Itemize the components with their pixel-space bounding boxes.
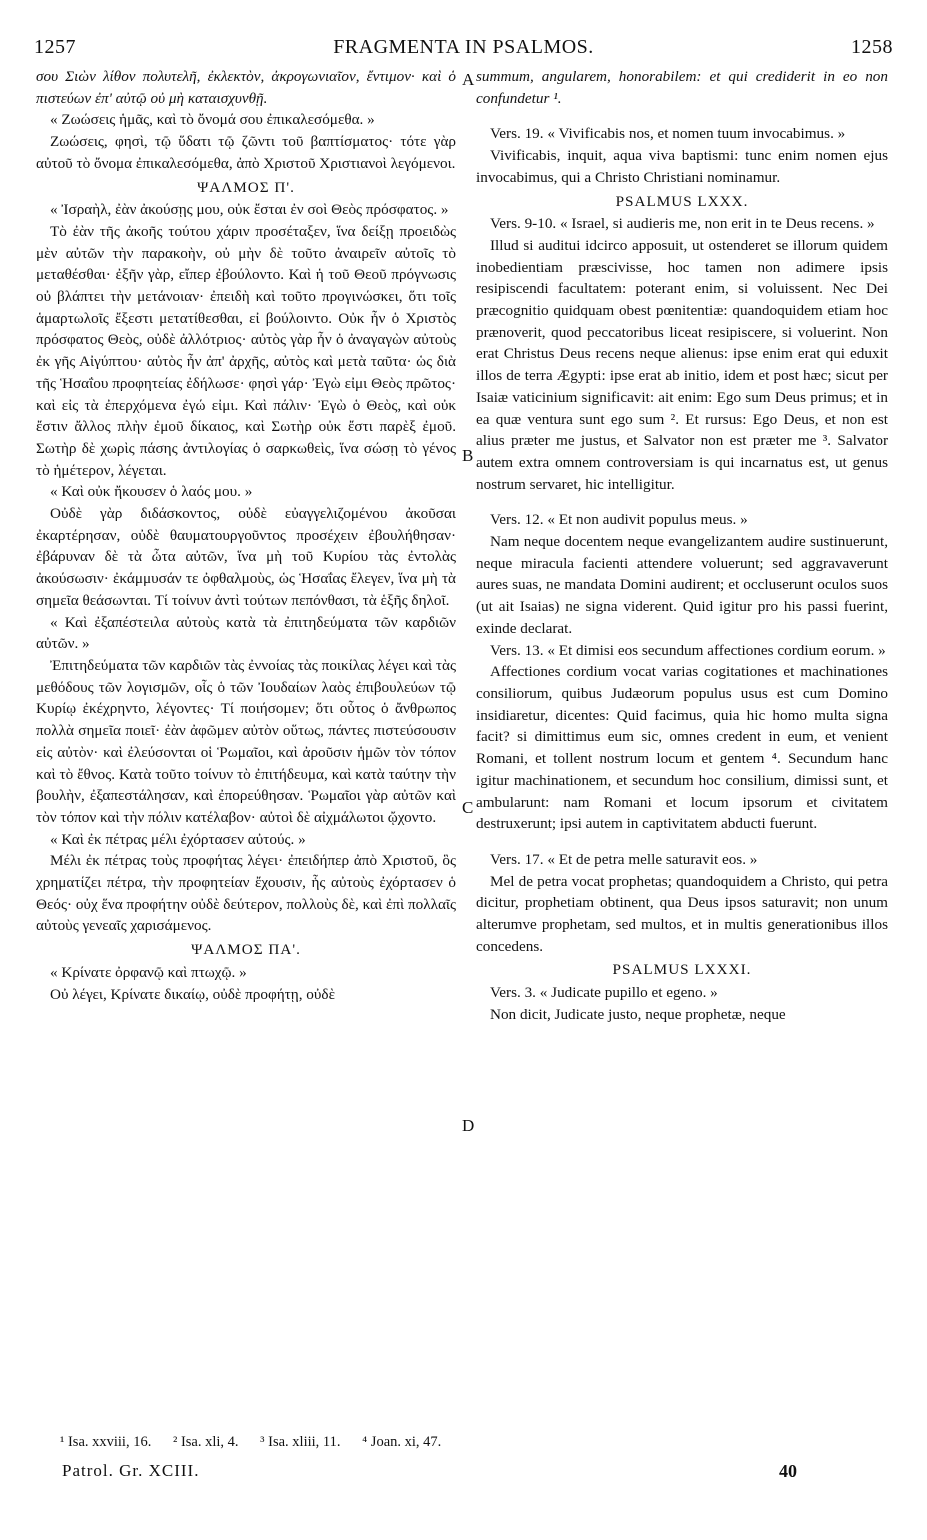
latin-paragraph: Vers. 17. « Et de petra melle saturavit eos. » [490, 850, 758, 868]
footnote: ¹ Isa. xxviii, 16. [60, 1434, 152, 1450]
page-header [34, 36, 893, 66]
latin-paragraph: Mel de petra vocat prophetas; quandoquidem a Christo, qui petra dicitur, prophetiam obtinent, qua Deus ipsos saturavit; non unum alterumve prophetam, sed multos, et in multis generationibus illos concedens. [476, 872, 888, 955]
footnote: ³ Isa. xliii, 11. [260, 1434, 341, 1450]
greek-paragraph: Οὐ λέγει, Κρίνατε δικαίῳ, οὐδὲ προφήτῃ, οὐδὲ [50, 985, 335, 1003]
psalm-heading: ΨΑΛΜΟΣ ΠΑ'. [191, 941, 301, 959]
footnotes [60, 1434, 459, 1451]
psalm-heading: ΨΑΛΜΟΣ Π'. [197, 178, 295, 196]
verse-quote: « Καὶ ἐκ πέτρας μέλι ἐχόρτασεν αὐτούς. » [50, 830, 306, 848]
paragraph-gap [476, 109, 888, 123]
paragraph-gap [476, 495, 888, 509]
margin-marker: A [462, 70, 475, 89]
latin-paragraph: Illud si auditui idcirco apposuit, ut ostenderet se illorum quidem inobedientiam præscivisse, hoc tamen non adimere ipsis resipiscendi facultatem: poterant enim, si voluissent. Nec Dei præcognitio quidquam obest pœnitentiæ: quandoquidem etiam hoc prænoverit, quod peccatoribus liceat resipiscere, si voluerint. Non erat Christus Deus recens neque alienus: ipse enim erat qui eduxit illos de terra Ægypti: ipse erat ab initio, idem et post hæc; sicut per Isaiæ vaticinium significavit: ait enim: Ego sum Deus primus; et in ea quæ ventura sunt ego sum ². Et rursus: Ego Deus, et non est alius præter me justus, et Salvator non est præter me ³. Salvator autem extra omnem controversiam is qui incarnatus est, ut genus nostrum servaret, hic intelligitur. [476, 236, 888, 493]
paragraph-gap [476, 835, 888, 849]
latin-paragraph: summum, angularem, honorabilem: et qui crediderit in eo non confundetur ¹. [476, 68, 888, 107]
psalm-heading: PSALMUS LXXX. [615, 192, 749, 210]
psalm-heading: PSALMUS LXXXI. [612, 961, 752, 979]
greek-paragraph: Ζωώσεις, φησὶ, τῷ ὕδατι τῷ ζῶντι τοῦ βαπτίσματος· τότε γὰρ αὐτοῦ τὸ ὄνομα ἐπικαλεσόμεθα, ἀπὸ Χριστοῦ Χριστιανοὶ λεγόμενοι. [36, 133, 456, 172]
latin-paragraph: Nam neque docentem neque evangelizantem audire sustinuerunt, neque miracula facienti attendere voluerunt; sed aggravaverunt aures suas, ne mandata Domini audirent; et occluserunt oculos suos (ut ait Isaias) ne signa viderent. Quid igitur pro his passi fuerint, exinde declarat. [476, 533, 888, 637]
greek-paragraph: Τὸ ἐὰν τῆς ἀκοῆς τούτου χάριν προσέταξεν, ἵνα δείξῃ προειδὼς μὲν αὐτῶν τὴν παρακοὴν, οὐ μὴν δὲ τοῦτο ἀναιρεῖν αὐτοῖς τὸ μεταθέσθαι· ἐξῆν γὰρ, εἴπερ ἐβούλοντο. Καὶ ἡ τοῦ Θεοῦ πρόγνωσις οὐ βλάπτει τὴν μετάνοιαν· ἐπειδὴ καὶ τοῦτο προγινώσκει, ὅτι τοῖς ἁμαρτωλοῖς ἔξεστι μετατίθεσθαι, εἰ βούλοιντο. Οὐκ ἦν ὁ Χριστὸς πρόσφατος Θεὸς, οὐδὲ ἀλλότριος· αὐτὸς γὰρ ἦν ὁ ἀναγαγὼν αὐτοὺς ἐκ γῆς Αἰγύπτου· αὐτὸς ἦν ἀπ' ἀρχῆς, αὐτὸς καὶ μετὰ ταῦτα· ὡς διὰ τῆς Ἡσαΐου προφητείας ἐδήλωσε· φησὶ γάρ· Ἐγὼ εἰμι Θεὸς πρῶτος· καὶ εἰς τὰ ἐπερχόμενα ἐγώ εἰμι. Καὶ πάλιν· Ἐγὼ ὁ Θεὸς, καὶ οὐκ ἔστιν ἄλλος πλὴν ἐμοῦ δίκαιος, καὶ Σωτὴρ οὐκ ἔστι παρὲξ ἐμοῦ. Σωτὴρ δὲ χωρὶς πάσης ἀντιλογίας ὁ σαρκωθεὶς, ἵνα σώσῃ τὸ γένος τὸ ἡμέτερον, λέγεται. [36, 222, 456, 479]
verse-quote: « Καὶ ἐξαπέστειλα αὐτοὺς κατὰ τὰ ἐπιτηδεύματα τῶν καρδιῶν αὐτῶν. » [36, 613, 456, 653]
footnote: ⁴ Joan. xi, 47. [362, 1434, 442, 1450]
margin-marker: D [462, 1116, 475, 1135]
greek-paragraph: σου Σιὼν λίθον πολυτελῆ, ἐκλεκτὸν, ἀκρογωνιαῖον, ἔντιμον· καὶ ὁ πιστεύων ἐπ' αὐτῷ οὐ μὴ καταισχυνθῇ. [36, 68, 456, 107]
latin-paragraph: Vers. 13. « Et dimisi eos secundum affectiones cordium eorum. » [490, 641, 886, 659]
greek-paragraph: Οὐδὲ γὰρ διδάσκοντος, οὐδὲ εὐαγγελιζομένου ἀκοῦσαι ἐκαρτέρησαν, οὐδὲ θαυματουργοῦντος προσέχειν ἐβουλήθησαν· ἐβάρυναν δὲ τὰ ὦτα αὐτῶν, ἵνα μὴ τοῦ Κυρίου τὰς ἐντολὰς ἀκούσωσιν· ἐκάμμυσάν τε ὀφθαλμοὺς, ὡς Ἡσαΐας ἔλεγεν, ἵνα μὴ τὰ σημεῖα θεάσωνται. Τί τοίνυν ἀντὶ τούτων πεπόνθασι, τὰ ἑξῆς δηλοῖ. [36, 505, 456, 609]
verse-quote: « Ἰσραὴλ, ἐὰν ἀκούσῃς μου, οὐκ ἔσται ἐν σοὶ Θεὸς πρόσφατος. » [50, 201, 449, 219]
latin-paragraph: Vers. 12. « Et non audivit populus meus. » [490, 511, 748, 529]
page-number-right: 1258 [851, 36, 893, 58]
running-title: FRAGMENTA IN PSALMOS. [333, 36, 594, 58]
verse-quote: « Καὶ οὐκ ἤκουσεν ὁ λαός μου. » [50, 483, 253, 501]
margin-marker: B [462, 446, 474, 465]
latin-paragraph: Vers. 9-10. « Israel, si audieris me, non erit in te Deus recens. » [490, 215, 875, 233]
latin-column [476, 66, 888, 1026]
footnote: ² Isa. xli, 4. [172, 1434, 239, 1450]
latin-paragraph: Vers. 3. « Judicate pupillo et egeno. » [490, 984, 718, 1002]
latin-paragraph: Non dicit, Judicate justo, neque prophetæ, neque [490, 1005, 786, 1023]
column-number: 40 [779, 1461, 797, 1481]
greek-paragraph: Μέλι ἐκ πέτρας τοὺς προφήτας λέγει· ἐπειδήπερ ἀπὸ Χριστοῦ, ὃς χρηματίζει πέτρα, τὴν προφητείαν ἔχουσιν, ἧς αὐτοὺς ἐχόρτασεν ὁ Θεός· οὐχ ἕνα προφήτην οὐδὲ δεύτερον, πολλοὺς δὲ, καὶ ἐπὶ πολλαῖς αὐτοὺς γενεαῖς χαρισάμενος. [36, 852, 456, 935]
latin-paragraph: Vers. 19. « Vivificabis nos, et nomen tuum invocabimus. » [490, 125, 846, 143]
greek-paragraph: Ἐπιτηδεύματα τῶν καρδιῶν τὰς ἐννοίας τὰς ποικίλας λέγει καὶ τὰς μεθόδους τῶν λογισμῶν, οἷς ὁ τῶν Ἰουδαίων λαὸς ἐπιβουλεύων τῷ Κυρίῳ ἐκέχρηντο, λέγοντες· Τί ποιήσομεν; ὅτι οὗτος ὁ ἄνθρωπος πολλὰ σημεῖα ποιεῖ· ἐὰν ἀφῶμεν αὐτὸν οὕτως, πάντες πιστεύσουσιν εἰς αὐτὸν· καὶ ἐλεύσονται οἱ Ῥωμαῖοι, καὶ ἀροῦσιν ἡμῶν τὸν τόπον καὶ τὸ ἔθνος. Κατὰ τοῦτο τοίνυν τὸ ἐπιτήδευμα, καὶ κατὰ ταύτην τὴν βουλὴν, ἐξαπεστάλησαν, καὶ ἐπορεύθησαν. Ῥωμαῖοι γὰρ αὐτῶν καὶ τὸν τόπον καὶ τὴν πόλιν κατέλαβον· αὐτοὶ δὲ αἰχμάλωτοι ᾤχοντο. [36, 656, 456, 826]
page-number-left: 1257 [34, 36, 76, 58]
verse-quote: « Κρίνατε ὀρφανῷ καὶ πτωχῷ. » [50, 963, 247, 981]
greek-column [36, 66, 456, 1005]
latin-paragraph: Vivificabis, inquit, aqua viva baptismi: tunc enim nomen ejus invocabimus, qui a Christo Christiani nominamur. [476, 147, 888, 186]
verse-quote: « Ζωώσεις ἡμᾶς, καὶ τὸ ὄνομά σου ἐπικαλεσόμεθα. » [50, 111, 375, 129]
latin-paragraph: Affectiones cordium vocat varias cogitationes et machinationes consiliorum, quibus Judæorum populus usus est cum Domino insidiaretur, dicentes: Quid facimus, quia hic homo multa signa facit? si dimittimus eum sic, omnes credent in eum, et venient Romani, et tollent nostrum locum et gentem ⁴. Secundum hanc igitur machinationem, et secundum hoc consilium, dimissi sunt, et ambularunt: nam Romani et locum ipsorum et civitatem destruxerunt; ipsi autem in captivitatem abducti fuerunt. [476, 663, 888, 833]
series-reference: Patrol. Gr. XCIII. [62, 1461, 200, 1480]
margin-marker: C [462, 798, 474, 817]
